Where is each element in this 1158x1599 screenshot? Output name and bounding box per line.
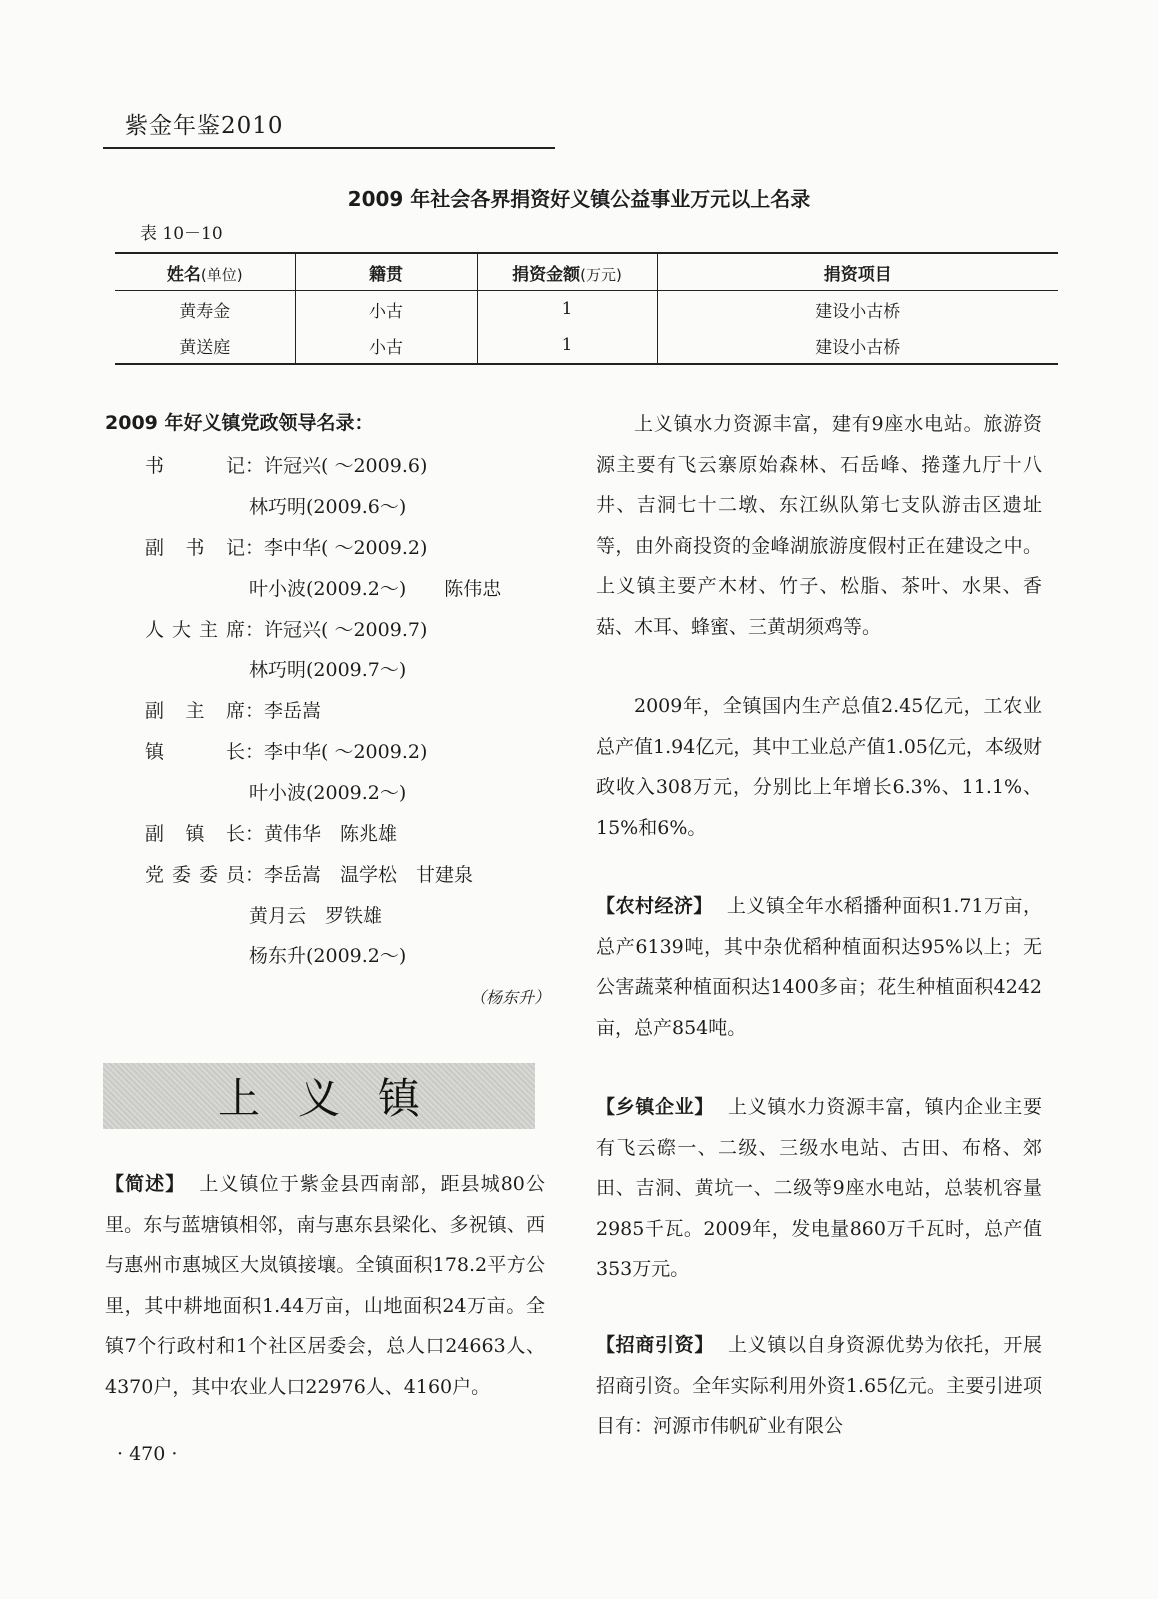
page-number: · 470 · [117, 1443, 178, 1465]
donation-table [115, 252, 1058, 365]
column-header: 籍贯 [295, 253, 477, 291]
agriculture-paragraph: 【农村经济】 上义镇全年水稻播种面积1.71万亩，总产6139吨，其中杂优稻种植面积达95%以上；无公害蔬菜种植面积达1400多亩；花生种植面积4242亩，总产854吨。 [596, 895, 1042, 1039]
table-row [115, 291, 1058, 328]
running-head: 紫金年鉴2010 [125, 113, 284, 139]
body-paragraph: 2009年，全镇国内生产总值2.45亿元，工农业总产值1.94亿元，其中工业总产值1.05亿元，本级财政收入308万元，分别比上年增长6.3%、11.1%、15%和6%。 [596, 695, 1042, 839]
leader-entry: 杨东升(2009.2～) [249, 945, 407, 967]
leader-entry: 副书记：李中华( ～2009.2) [145, 537, 428, 559]
section-tag: 【农村经济】 [596, 895, 713, 917]
leader-entry: 林巧明(2009.7～) [249, 659, 407, 681]
table-row [115, 327, 1058, 364]
body-paragraph: 上义镇水力资源丰富，建有9座水电站。旅游资源主要有飞云寨原始森林、石岳峰、捲蓬九厅十八井、吉洞七十二墩、东江纵队第七支队游击区遗址等，由外商投资的金峰湖旅游度假村正在建设之中。上义镇主要产木材、竹子、松脂、茶叶、水果、香菇、木耳、蜂蜜、三黄胡须鸡等。 [596, 413, 1042, 638]
leader-entry: 林巧明(2009.6～) [249, 496, 407, 518]
leader-entry: 叶小波(2009.2～) [249, 782, 407, 804]
leader-entry: 副镇长：黄伟华 陈兆雄 [145, 823, 398, 845]
table-cell: 1 [477, 327, 657, 364]
table-header-row [115, 253, 1058, 291]
leader-entry: 黄月云 罗铁雄 [249, 905, 383, 927]
column-header: 捐资项目 [657, 253, 1058, 291]
column-header: 姓名(单位) [115, 253, 295, 291]
section-heading: 上义镇 [217, 1074, 458, 1123]
header-rule [103, 147, 555, 149]
leaders-title: 2009 年好义镇党政领导名录： [105, 412, 374, 434]
column-header: 捐资金额(万元) [477, 253, 657, 291]
table-cell: 小古 [295, 291, 477, 328]
leader-entry: 书记：许冠兴( ～2009.6) [145, 455, 428, 477]
table-cell: 建设小古桥 [657, 291, 1058, 328]
table-title: 2009 年社会各界捐资好义镇公益事业万元以上名录 [347, 187, 811, 211]
leader-entry: 镇长：李中华( ～2009.2) [145, 741, 428, 763]
section-banner [103, 1063, 535, 1129]
table-cell: 1 [477, 291, 657, 328]
leader-entry: 党委委员：李岳嵩 温学松 甘建泉 [145, 864, 474, 886]
leader-entry: 叶小波(2009.2～) 陈伟忠 [249, 578, 502, 600]
summary-paragraph: 【简述】 上义镇位于紫金县西南部，距县城80公里。东与蓝塘镇相邻，南与惠东县梁化、多祝镇、西与惠州市惠城区大岚镇接壤。全镇面积178.2平方公里，其中耕地面积1.44万亩，山地面积24万亩。全镇7个行政村和1个社区居委会，总人口24663人、4370户，其中农业人口22976人、4160户。 [105, 1173, 545, 1398]
enterprise-paragraph: 【乡镇企业】 上义镇水力资源丰富，镇内企业主要有飞云磜一、二级、三级水电站、古田、布格、郊田、吉洞、黄坑一、二级等9座水电站，总装机容量2985千瓦。2009年，发电量860万千瓦时，总产值353万元。 [596, 1096, 1042, 1280]
table-cell: 小古 [295, 327, 477, 364]
table-number: 表 10－10 [140, 224, 223, 244]
leader-entry: 人大主席：许冠兴( ～2009.7) [145, 619, 428, 641]
table-cell: 黄送庭 [115, 327, 295, 364]
table-cell: 黄寿金 [179, 301, 231, 322]
investment-paragraph: 【招商引资】 上义镇以自身资源优势为依托，开展招商引资。全年实际利用外资1.65亿元。主要引进项目有：河源市伟帆矿业有限公 [596, 1334, 1042, 1437]
section-tag: 【乡镇企业】 [596, 1096, 714, 1118]
author-signature: （杨东升） [470, 988, 551, 1007]
leader-entry: 副主席：李岳嵩 [145, 700, 322, 722]
section-tag: 【简述】 [105, 1173, 186, 1195]
table-cell: 建设小古桥 [657, 327, 1058, 364]
section-tag: 【招商引资】 [596, 1334, 714, 1356]
